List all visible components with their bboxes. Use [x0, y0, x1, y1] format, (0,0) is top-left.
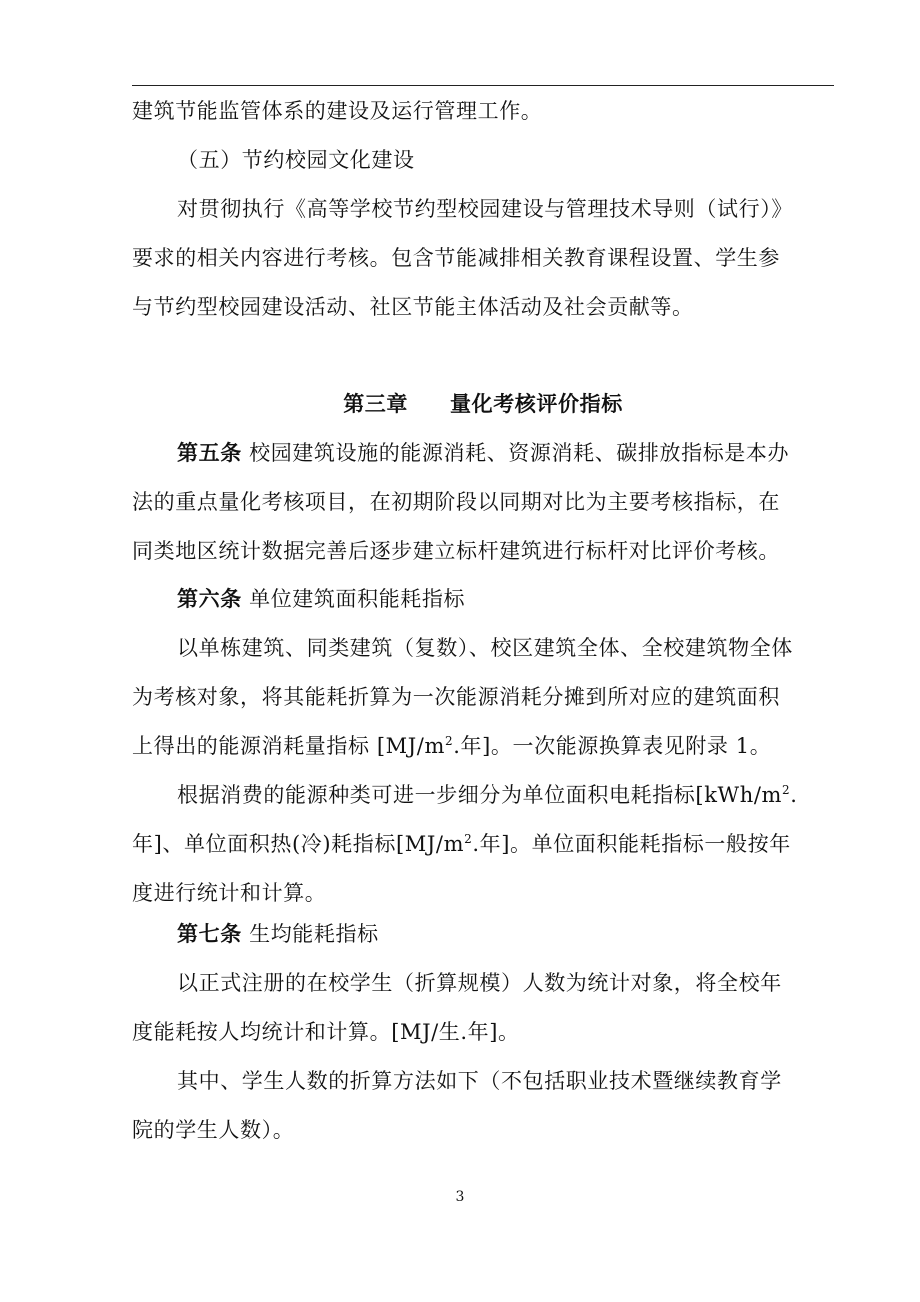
article-6-p1-line-3-text-b: .年]。一次能源换算表见附录 1。	[453, 734, 772, 758]
article-6-title: 单位建筑面积能耗指标	[249, 587, 466, 611]
article-6-heading	[177, 584, 834, 614]
article-6-label: 第六条	[177, 586, 242, 611]
chapter-heading	[132, 389, 834, 419]
section-five-body-line-1: 对贯彻执行《高等学校节约型校园建设与管理技术导则（试行）》	[177, 197, 793, 221]
article-6-p1-line-2: 为考核对象，将其能耗折算为一次能源消耗分摊到所对应的建筑面积	[132, 685, 780, 709]
article-6-p2-line-2	[132, 829, 834, 859]
superscript-2: 2	[464, 832, 473, 846]
article-6-p1-line-3-text-a: 上得出的能源消耗量指标 [MJ/m	[132, 734, 445, 758]
article-6-p2-line-1-text-a: 根据消费的能源种类可进一步细分为单位面积电耗指标[kWh/m	[177, 783, 783, 807]
article-5-label: 第五条	[177, 440, 242, 465]
article-6-p2-line-2-text-b: .年]。单位面积能耗指标一般按年	[472, 832, 791, 856]
superscript-2: 2	[444, 734, 454, 748]
chapter-title: 量化考核评价指标	[450, 391, 623, 416]
continued-paragraph-line: 建筑节能监管体系的建设及运行管理工作。	[132, 99, 543, 123]
article-5-text: 校园建筑设施的能源消耗、资源消耗、碳排放指标是本办	[249, 441, 790, 465]
article-6-p2-line-2-text-a: 年]、单位面积热(冷)耗指标[MJ/m	[132, 832, 465, 856]
article-7-p1-line-1: 以正式注册的在校学生（折算规模）人数为统计对象，将全校年	[177, 971, 782, 995]
article-6-p2-line-3: 度进行统计和计算。	[132, 881, 327, 905]
section-five-body-line-2: 要求的相关内容进行考核。包含节能减排相关教育课程设置、学生参	[132, 246, 780, 270]
header-rule	[132, 85, 834, 86]
section-five-body-line-3: 与节约型校园建设活动、社区节能主体活动及社会贡献等。	[132, 295, 694, 319]
article-7-title: 生均能耗指标	[249, 922, 379, 946]
article-6-p2-line-1	[177, 780, 834, 810]
chapter-number: 第三章	[343, 391, 408, 416]
article-5-line-3: 同类地区统计数据完善后逐步建立标杆建筑进行标杆对比评价考核。	[132, 539, 780, 563]
article-5-line-2: 法的重点量化考核项目，在初期阶段以同期对比为主要考核指标，在	[132, 490, 780, 514]
article-7-p1-line-2: 度能耗按人均统计和计算。[MJ/生.年]。	[132, 1020, 520, 1044]
article-6-p1-line-1: 以单栋建筑、同类建筑（复数）、校区建筑全体、全校建筑物全体	[177, 636, 793, 660]
article-7-p2-line-1: 其中、学生人数的折算方法如下（不包括职业技术暨继续教育学	[177, 1069, 782, 1093]
article-7-heading	[177, 919, 834, 949]
page-number: 3	[455, 1189, 465, 1205]
article-6-p1-line-3	[132, 731, 834, 761]
article-6-p2-line-1-text-b: .	[790, 783, 798, 807]
superscript-2: 2	[782, 783, 791, 797]
article-7-label: 第七条	[177, 921, 242, 946]
article-5-line-1	[177, 438, 834, 468]
section-five-title: （五）节约校园文化建设	[177, 148, 415, 172]
article-7-p2-line-2: 院的学生人数）。	[132, 1118, 295, 1142]
